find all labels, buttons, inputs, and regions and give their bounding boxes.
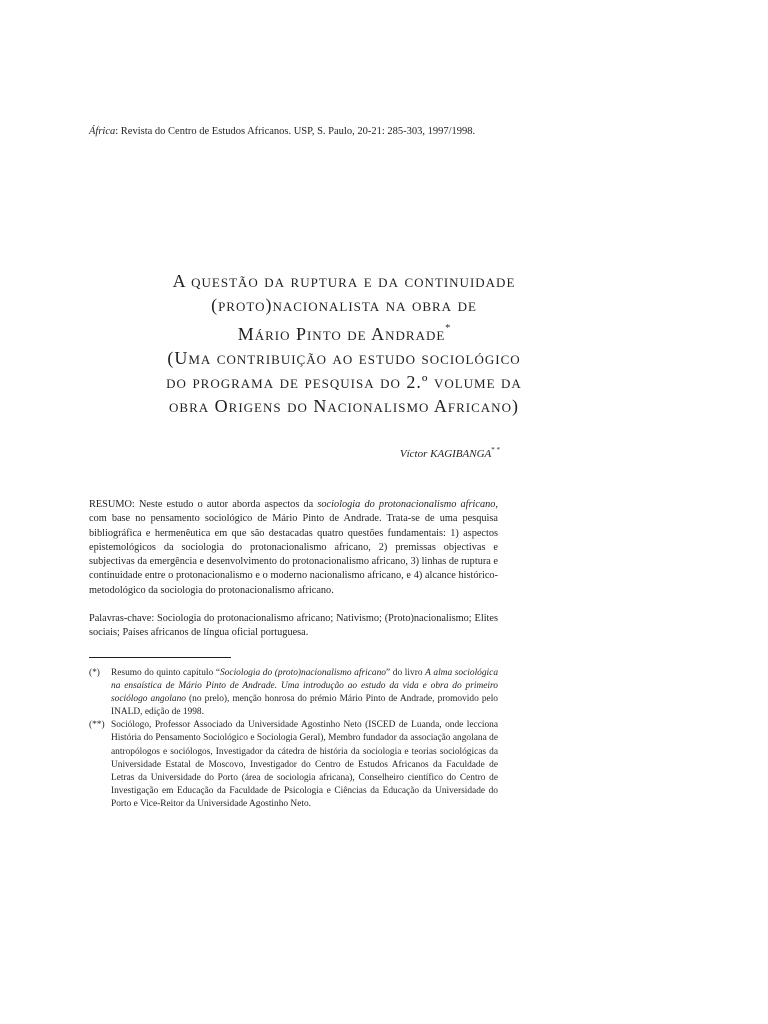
- abstract-emphasis: sociologia do protonacionalismo africano: [317, 499, 496, 510]
- title-line-1: A questão da ruptura e da continuidade: [172, 271, 516, 291]
- abstract-lead: RESUMO: Neste estudo o autor aborda aspectos da: [89, 499, 318, 510]
- footnotes: [89, 667, 498, 811]
- author-byline: [400, 446, 500, 460]
- footnote-1: [89, 667, 498, 719]
- footnote-1-em2: A alma sociológica na ensaística de Mário Pinto de Andrade. Uma introdução ao estudo da vida e obra do primeiro sociólogo angolano: [111, 668, 499, 705]
- footnote-1-mark: (*): [89, 668, 100, 678]
- title-line-3-text: Mário Pinto de Andrade: [237, 324, 446, 344]
- title-line-2: (proto)nacionalista na obra de: [211, 295, 477, 315]
- footnote-1-em1: Sociologia do (proto)nacionalismo africano: [220, 668, 386, 678]
- footnote-2-mark: (**): [89, 720, 105, 731]
- footnote-1-text: [111, 667, 498, 719]
- abstract-body: , com base no pensamento sociológico de Mário Pinto de Andrade. Trata-se de uma pesquisa bibliográfica e hermenêutica em que são destacadas quatro questões fundamentais: 1) aspectos epistemológicos da sociologia do protonacionalismo africano, 2) premissas objectivas e subjectivas da emergência e desenvolvimento do protonacionalismo africano, 3) linhas de ruptura e continuidade entre o protonacionalismo e o moderno nacionalismo africano, e 4) alcance histórico-metodológico da sociologia do protonacionalismo africano.: [89, 499, 498, 596]
- footnote-2-text: Sociólogo, Professor Associado da Universidade Agostinho Neto (ISCED de Luanda, onde lecciona História do Pensamento Sociológico e Sociologia Geral), Membro fundador da associação angolana de antropólogos e sociólogos, Investigador da cátedra de história da sociologia e teorias sociológicas da Universidade Estatal de Moscovo, Investigador do Centro de Estudos Africanos da Faculdade de Letras da Universidade do Porto (área de sociologia africana), Conselheiro científico do Centro de Investigação em Educação da Faculdade de Psicologia e Ciências da Educação da Universidade do Porto e Vice-Reitor da Universidade Agostinho Neto.: [111, 720, 498, 809]
- title-line-3: [60, 317, 628, 346]
- footnote-1-part3: (no prelo), menção honrosa do prémio Mário Pinto de Andrade, promovido pelo INALD, edição de 1998.: [111, 694, 498, 718]
- title-line-4: (Uma contribuição ao estudo sociológico: [167, 348, 521, 368]
- footnote-2: [89, 719, 498, 811]
- title-line-5: do programa de pesquisa do 2.º volume da: [166, 372, 522, 392]
- citation-details: : Revista do Centro de Estudos Africanos. USP, S. Paulo, 20-21: 285-303, 1997/1998.: [115, 126, 476, 137]
- journal-name: África: [89, 126, 116, 137]
- keywords-paragraph: Palavras-chave: Sociologia do protonacionalismo africano; Nativismo; (Proto)nacionalismo; Elites sociais; Países africanos de língua oficial portuguesa.: [89, 613, 498, 639]
- abstract-paragraph: [89, 498, 498, 598]
- author-name: Víctor KAGIBANGA: [399, 448, 492, 460]
- author-footnote-mark: * *: [491, 446, 500, 454]
- title-footnote-mark: *: [445, 323, 451, 334]
- title-line-6: obra Origens do Nacionalismo Africano): [169, 396, 519, 416]
- footnote-divider: [89, 657, 231, 658]
- footnote-1-part2: ” do livro: [385, 668, 426, 678]
- article-title: [60, 269, 628, 418]
- journal-citation: [89, 125, 589, 139]
- footnote-1-part1: Resumo do quinto capítulo “: [111, 668, 221, 678]
